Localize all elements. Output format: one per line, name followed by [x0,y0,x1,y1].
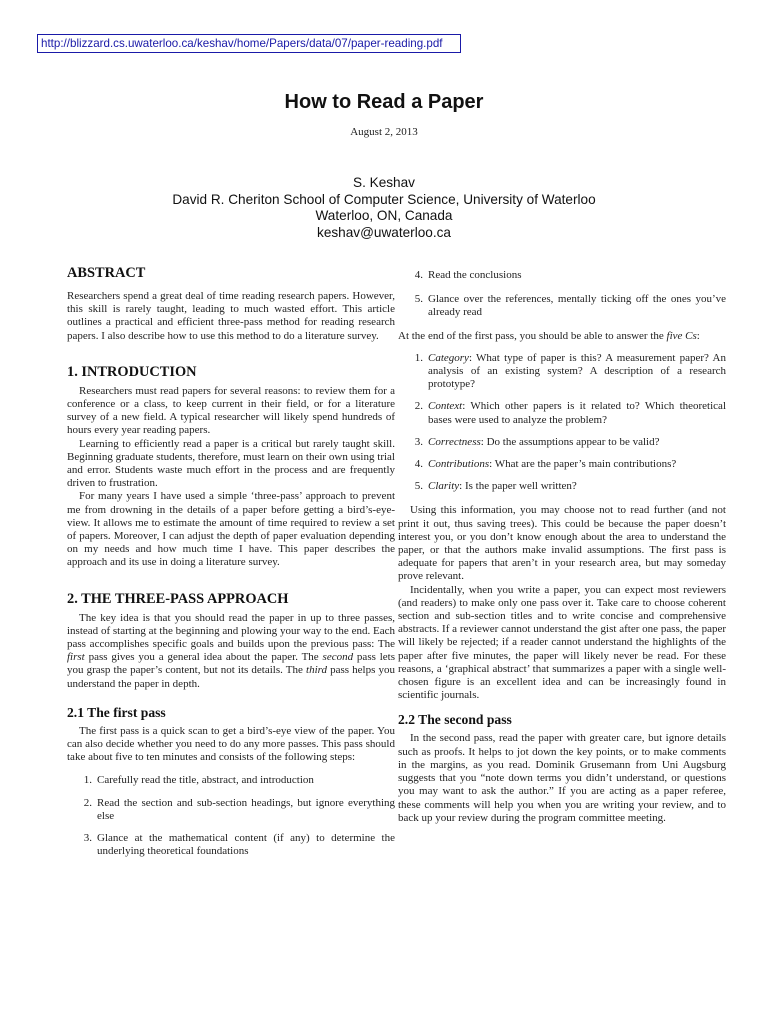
intro-paragraph: For many years I have used a simple ‘three-pass’ approach to prevent me from drowning in the details of a paper before getting a bird’s-eye-view. It allows me to estimate the amount of time required to review a set of papers. Moreover, I can adjust the depth of paper evaluation depending on my needs and how much time I have. This paper describes the approach and its use in doing a literature survey. [67,490,395,569]
intro-paragraph: Researchers must read papers for several reasons: to review them for a conference or a class, to keep current in their field, or for a literature survey of a new field. A typical researcher will likely spend hundreds of hours every year reading papers. [67,384,395,437]
list-item: 2. Read the section and sub-section headings, but ignore everything else [83,796,395,822]
author-name: S. Keshav [353,175,415,190]
list-item: 3. Correctness: Do the assumptions appear to be valid? [414,435,660,448]
author-block [0,175,768,241]
right-column [398,269,726,825]
list-item: 5. Clarity: Is the paper well written? [414,480,577,493]
author-affiliation: David R. Cheriton School of Computer Science, University of Waterloo [172,191,596,207]
first-pass-steps-continued [398,269,726,320]
second-pass-heading: 2.2 The second pass [398,712,512,728]
intro-paragraph: Learning to efficiently read a paper is a critical but rarely taught skill. Beginning graduate students, therefore, must learn on their own using trial and error. Students waste much effort in the process and are frequently driven to frustration. [67,437,395,490]
first-pass-paragraph: The first pass is a quick scan to get a bird’s-eye view of the paper. You can also decide whether you need to do any more passes. This pass should take about five to ten minutes and consists of the following steps: [67,724,395,764]
incidentally-paragraph: Incidentally, when you write a paper, you can expect most reviewers (and readers) to make only one pass over it. Take care to choose coherent section and sub-section titles and to write concise and comprehensive abstracts. If a reviewer cannot understand the gist after one pass, the paper will likely be rejected; if a reader cannot understand the highlights of the paper after five minutes, the paper will likely never be read. For these reasons, a ‘graphical abstract’ that summarizes a paper with a single well-chosen figure is an excellent idea and can be increasingly found in scientific journals. [398,583,726,702]
second-pass-paragraph: In the second pass, read the paper with greater care, but ignore details such as proofs. It helps to jot down the key points, or to make comments in the margins, as you read. Dominik Grusemann from Uni Augsburg suggests that you “note down terms you didn’t understand, or questions you may want to ask the author.” If you are acting as a paper referee, these comments will help you when you are writing your review, and to back up your review during the program committee meeting. [398,732,726,824]
url-link[interactable]: http://blizzard.cs.uwaterloo.ca/keshav/home/Papers/data/07/paper-reading.pdf [37,34,461,53]
list-item: 4. Read the conclusions [414,269,522,281]
list-item: 4. Contributions: What are the paper’s main contributions? [414,458,677,471]
list-item: 3. Glance at the mathematical content (if any) to determine the underlying theoretical foundations [83,832,395,858]
list-item: 1. Category: What type of paper is this? A measurement paper? An analysis of an existing system? A description of a research prototype? [414,351,726,391]
five-cs-intro: At the end of the first pass, you should be able to answer the five Cs: [398,329,700,342]
author-location: Waterloo, ON, Canada [315,208,453,223]
three-pass-heading: 2. THE THREE-PASS APPROACH [67,590,289,607]
abstract-heading: ABSTRACT [67,265,146,281]
list-item: 5. Glance over the references, mentally ticking off the ones you’ve already read [414,293,726,319]
paper-title: How to Read a Paper [284,91,484,113]
first-pass-conclusion: Using this information, you may choose not to read further (and not print it out, thus saving trees). This could be because the paper doesn’t interest you, or you don’t know enough about the area to understand the paper, or that the authors make invalid assumptions. The first pass is adequate for papers that aren’t in your research area, but may someday prove relevant. [398,504,726,583]
abstract-text: Researchers spend a great deal of time reading research papers. However, this skill is rarely taught, leading to much wasted effort. This article outlines a practical and efficient three-pass method for reading research papers. I also describe how to use this method to do a literature survey. [67,290,395,342]
three-pass-paragraph: The key idea is that you should read the paper in up to three passes, instead of starting at the beginning and plowing your way to the end. Each pass accomplishes specific goals and builds upon the previous pass: The first pass gives you a general idea about the paper. The second pass lets you grasp the paper’s content, but not its details. The third pass helps you understand the paper in depth. [67,611,395,690]
intro-heading: 1. INTRODUCTION [67,363,197,380]
five-cs-list [398,352,726,494]
first-pass-steps [67,774,395,858]
first-pass-heading: 2.1 The first pass [67,704,166,720]
list-item: 1. Carefully read the title, abstract, and introduction [83,774,314,787]
list-item: 2. Context: Which other papers is it related to? Which theoretical bases were used to analyze the problem? [414,400,726,426]
author-email: keshav@uwaterloo.ca [317,224,451,240]
paper-date: August 2, 2013 [350,126,418,138]
left-column [67,265,395,859]
